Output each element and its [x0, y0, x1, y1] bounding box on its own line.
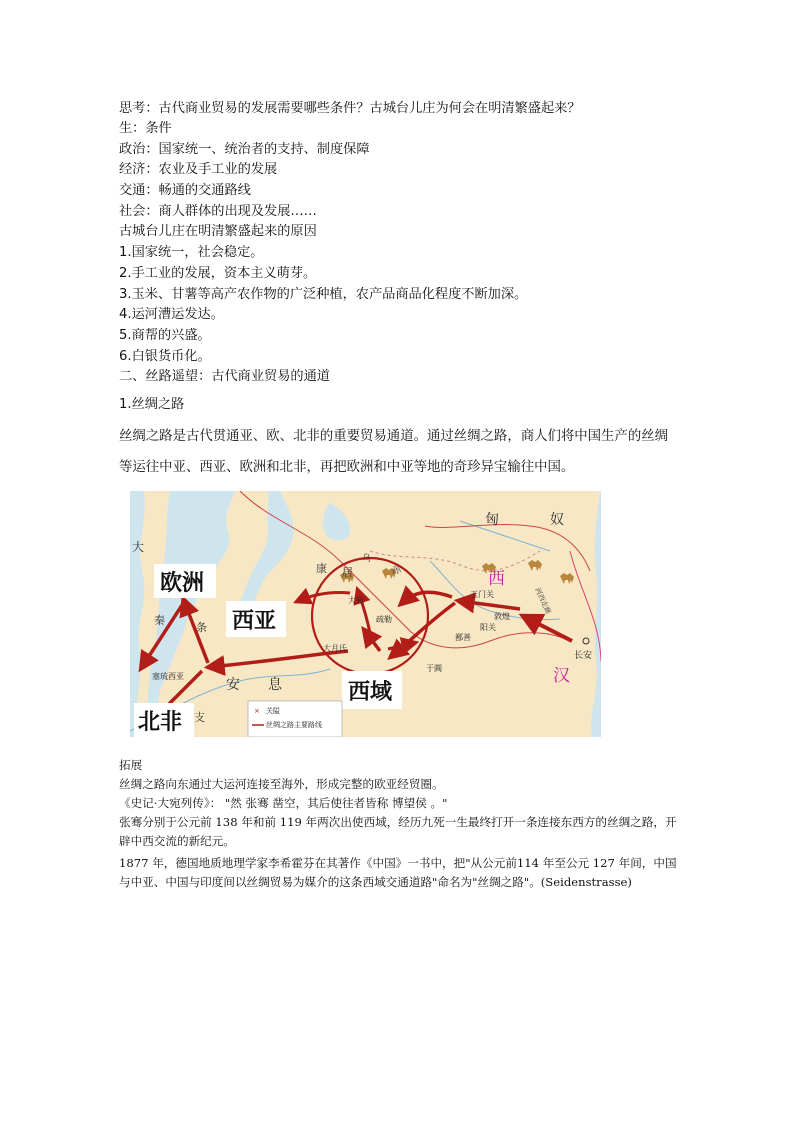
reason-6: 6.白银货币化。	[119, 349, 211, 364]
condition-politics: 政治：国家统一、统治者的支持、制度保障	[119, 142, 370, 157]
label-da: 大	[132, 540, 145, 554]
label-wusun-2: 孙	[392, 566, 402, 576]
map-legend	[248, 701, 342, 737]
label-shanshan: 鄯善	[455, 633, 471, 642]
condition-society: 社会：商人群体的出现及发展……	[119, 204, 317, 219]
label-yumenguan: 玉门关	[470, 590, 494, 599]
label-tiao: 条	[196, 621, 207, 634]
condition-economy: 经济：农业及手工业的发展	[119, 162, 278, 177]
legend-pass-label: 关隘	[266, 707, 280, 715]
label-kang: 康	[316, 562, 327, 575]
question-line: 思考：古代商业贸易的发展需要哪些条件？古城台儿庄为何会在明清繁盛起来？	[119, 101, 581, 116]
extension-paragraph-4: 1877 年，德国地质地理学家李希霍芬在其著作《中国》一书中，把"从公元前114 年至公元 127 年间，中国与中亚、中国与印度间以丝绸贸易为媒介的这条西域交通道路"命名为"丝绸之路"。(Seidenstrasse)	[119, 856, 677, 889]
section-heading-2: 二、丝路遥望：古代商业贸易的通道	[119, 369, 330, 384]
reason-3: 3.玉米、甘薯等高产农作物的广泛种植，农产品商品化程度不断加深。	[119, 287, 528, 302]
label-han: 汉	[553, 666, 570, 686]
label-xiyu: 西域	[348, 680, 393, 705]
reason-5: 5.商帮的兴盛。	[119, 328, 211, 343]
legend-route-label: 丝绸之路主要路线	[266, 721, 322, 729]
label-qin: 秦	[154, 614, 165, 627]
reason-1: 1.国家统一，社会稳定。	[119, 245, 264, 260]
label-dayuezhi: 大月氏	[323, 644, 347, 653]
label-xiongnu-1: 匈	[485, 512, 499, 528]
label-dayuan: 大宛	[348, 596, 364, 605]
label-europe: 欧洲	[160, 571, 205, 596]
label-yangguan: 阳关	[480, 623, 496, 632]
label-xi: 西	[488, 569, 505, 589]
label-west-asia: 西亚	[232, 609, 277, 634]
extension-line-2: 《史记·大宛列传》： "然 张骞 凿空，其后使往者皆称 博望侯 。"	[119, 796, 448, 810]
silk-road-map-svg	[130, 491, 601, 737]
extension-paragraph-3: 张骞分别于公元前 138 年和前 119 年两次出使西域，经历九死一生最终打开一条连接东西方的丝绸之路，开辟中西交流的新纪元。	[119, 815, 677, 848]
label-xi-2: 息	[268, 677, 282, 693]
label-hexi: 河西走廊	[533, 586, 553, 616]
label-ju: 居	[342, 566, 353, 579]
label-dunhuang: 敦煌	[494, 612, 510, 621]
reason-2: 2.手工业的发展，资本主义萌芽。	[119, 266, 317, 281]
label-north-africa: 北非	[138, 710, 183, 735]
reason-title: 古城台儿庄在明清繁盛起来的原因	[119, 224, 317, 239]
answer-label: 生：条件	[119, 121, 172, 136]
silk-road-map	[130, 491, 601, 737]
reason-4: 4.运河漕运发达。	[119, 307, 224, 322]
condition-transport: 交通：畅通的交通路线	[119, 183, 251, 198]
silk-road-title: 1.丝绸之路	[119, 397, 185, 412]
label-changan: 长安	[574, 651, 593, 661]
label-an: 安	[226, 677, 240, 693]
label-seleucia: 塞琉西亚	[152, 672, 184, 681]
label-yutian: 于阗	[426, 664, 442, 673]
label-shule: 疏勒	[376, 615, 392, 624]
silk-road-paragraph: 丝绸之路是古代贯通亚、欧、北非的重要贸易通道。通过丝绸之路，商人们将中国生产的丝绸等运往中亚、西亚、欧洲和北非，再把欧洲和中亚等地的奇珍异宝输往中国。	[119, 429, 669, 475]
extension-title: 拓展	[119, 758, 143, 772]
extension-line-1: 丝绸之路向东通过大运河连接至海外，形成完整的欧亚经贸圈。	[119, 777, 444, 791]
label-wusun-1: 乌	[362, 554, 372, 564]
label-xiongnu-2: 奴	[550, 512, 564, 528]
label-zhi: 支	[194, 711, 205, 724]
legend-pass-icon: ×	[254, 707, 260, 715]
